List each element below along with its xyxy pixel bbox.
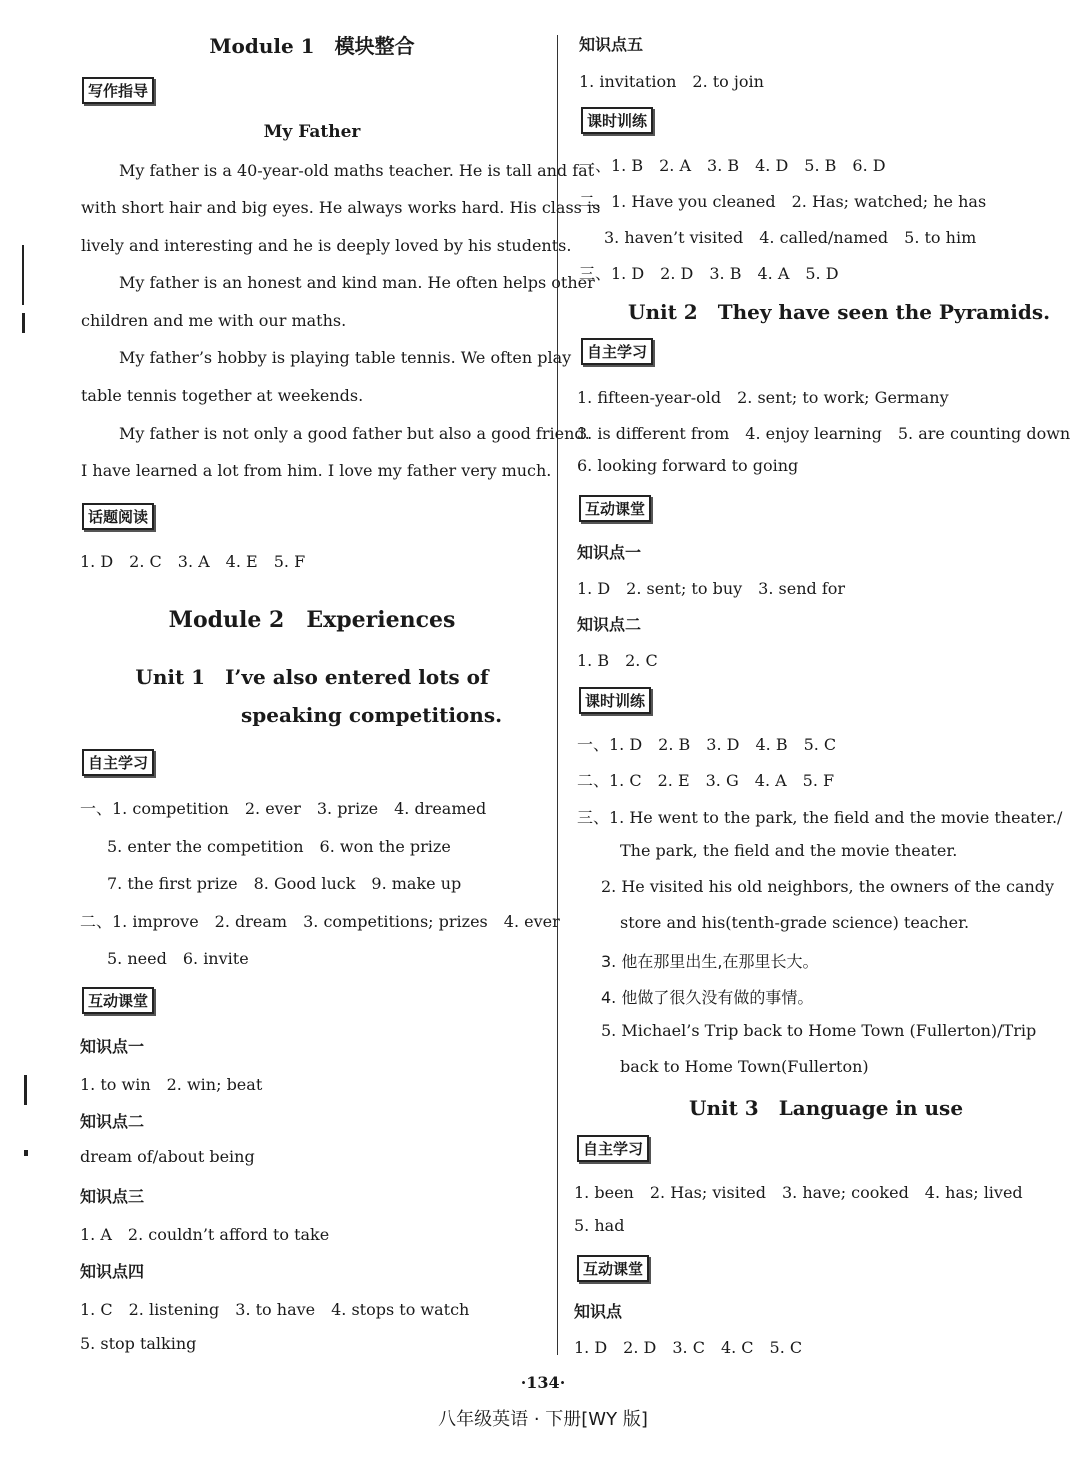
essay-line: with short hair and big eyes. He always works hard. His class is [81,198,601,217]
essay-title: My Father [263,122,361,142]
answer-line: 1. D 2. sent; to buy 3. send for [577,579,846,598]
lesson-training-label: 课时训练 [579,687,651,714]
essay-line: lively and interesting and he is deeply loved by his students. [81,236,572,255]
knowledge-point-heading: 知识点二 [577,615,642,634]
essay-line: children and me with our maths. [81,311,347,330]
unit2-title: Unit 2 They have seen the Pyramids. [628,300,1051,324]
knowledge-point-heading: 知识点一 [80,1037,145,1056]
answer-line: 6. looking forward to going [577,456,799,475]
answer-line: back to Home Town(Fullerton) [620,1057,869,1076]
column-divider [557,35,558,1355]
essay-line: I have learned a lot from him. I love my father very much. [81,461,552,480]
knowledge-point-heading: 知识点四 [80,1262,145,1281]
answer-line: 5. Michael’s Trip back to Home Town (Fullerton)/Trip [601,1021,1037,1040]
lesson-training-label: 课时训练 [581,107,653,134]
answer-line: 1. to win 2. win; beat [80,1075,263,1094]
answer-line: 三、1. He went to the park, the field and the movie theater./ [577,808,1063,827]
answer-line: 5. had [574,1216,625,1235]
answer-line: 3. haven’t visited 4. called/named 5. to him [604,228,977,247]
answer-line: 4. 他做了很久没有做的事情。 [601,988,814,1007]
answer-line: 三、1. D 2. D 3. B 4. A 5. D [579,264,839,283]
answer-line: 1. fifteen-year-old 2. sent; to work; Germany [577,388,949,407]
module1-title: Module 1 模块整合 [209,34,415,58]
self-study-label: 自主学习 [577,1135,649,1162]
answer-line: 1. B 2. C [577,651,658,670]
answer-line: 二、1. improve 2. dream 3. competitions; prizes 4. ever [80,912,560,931]
essay-line: My father’s hobby is playing table tennis. We often play [119,348,572,367]
self-study-label: 自主学习 [82,749,154,776]
answer-line: store and his(tenth-grade science) teacher. [620,913,970,932]
answer-line: 2. He visited his old neighbors, the owners of the candy [601,877,1055,896]
answer-line: 二、1. C 2. E 3. G 4. A 5. F [577,771,835,790]
answer-line: 1. A 2. couldn’t afford to take [80,1225,330,1244]
topic-answers: 1. D 2. C 3. A 4. E 5. F [80,552,306,571]
answer-line: dream of/about being [80,1147,255,1166]
scan-mark [24,1150,28,1156]
answer-line: 3. is different from 4. enjoy learning 5. are counting down [577,424,1071,443]
writing-guide-label: 写作指导 [82,77,154,104]
answer-line: 7. the first prize 8. Good luck 9. make up [107,874,462,893]
essay-line: My father is not only a good father but also a good friend. [119,424,590,443]
knowledge-point-heading: 知识点五 [579,35,644,54]
interactive-class-label: 互动课堂 [82,987,154,1014]
answer-line: 1. D 2. D 3. C 4. C 5. C [574,1338,803,1357]
answer-line: 5. stop talking [80,1334,197,1353]
essay-line: My father is an honest and kind man. He often helps other [119,273,595,292]
essay-line: My father is a 40-year-old maths teacher. He is tall and fat [119,161,595,180]
knowledge-point-heading: 知识点三 [80,1187,145,1206]
answer-line: 1. been 2. Has; visited 3. have; cooked 4. has; lived [574,1183,1023,1202]
scan-mark [22,313,25,333]
book-footer: 八年级英语 · 下册[WY 版] [438,1409,648,1430]
answer-line: 5. enter the competition 6. won the prize [107,837,451,856]
knowledge-point-heading: 知识点一 [577,543,642,562]
answer-line: 一、1. competition 2. ever 3. prize 4. dreamed [80,799,487,818]
unit3-title: Unit 3 Language in use [689,1096,964,1120]
scan-mark [24,1075,27,1105]
knowledge-point-heading: 知识点二 [80,1112,145,1131]
answer-line: 1. invitation 2. to join [579,72,764,91]
unit1-title: Unit 1 I’ve also entered lots of [135,665,489,689]
answer-line: 3. 他在那里出生,在那里长大。 [601,952,819,971]
scan-mark [22,245,24,305]
answer-line: 1. C 2. listening 3. to have 4. stops to watch [80,1300,470,1319]
knowledge-point-heading: 知识点 [574,1302,623,1321]
unit1-title-cont: speaking competitions. [241,703,503,727]
module2-title: Module 2 Experiences [168,607,456,633]
topic-reading-label: 话题阅读 [82,503,154,530]
answer-line: 一、1. B 2. A 3. B 4. D 5. B 6. D [579,156,886,175]
answer-line: 5. need 6. invite [107,949,249,968]
answer-line: 二、1. Have you cleaned 2. Has; watched; he has [579,192,987,211]
interactive-class-label: 互动课堂 [579,495,651,522]
answer-line: The park, the field and the movie theater. [620,841,958,860]
answer-line: 一、1. D 2. B 3. D 4. B 5. C [577,735,837,754]
self-study-label: 自主学习 [581,338,653,365]
page-number: ·134· [520,1373,566,1392]
interactive-class-label: 互动课堂 [577,1255,649,1282]
essay-line: table tennis together at weekends. [81,386,364,405]
